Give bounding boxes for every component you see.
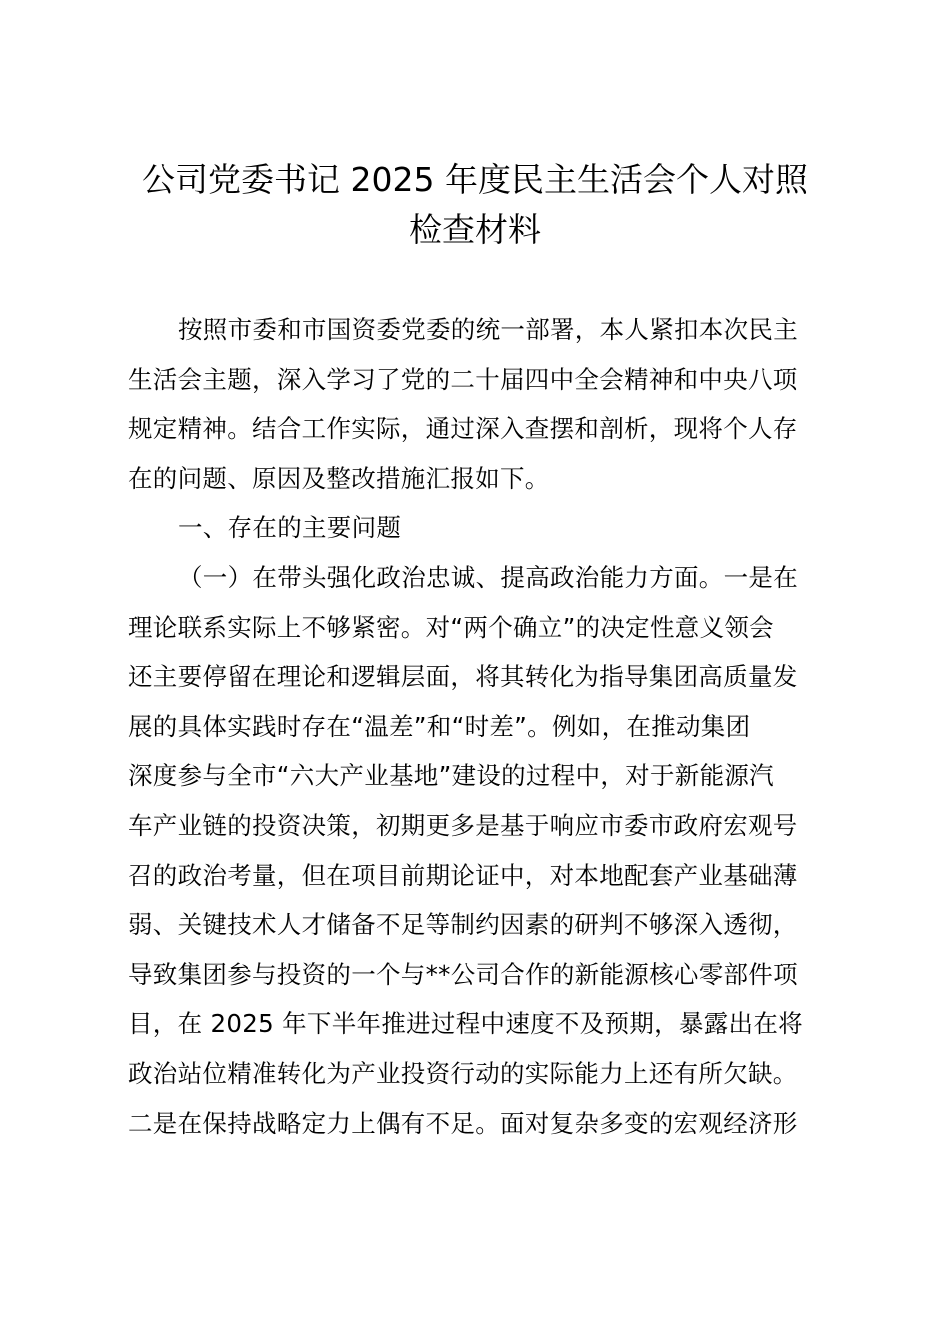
subsection-paragraph-line: 弱、关键技术人才储备不足等制约因素的研判不够深入透彻， — [128, 910, 798, 940]
subsection-paragraph-line: 召的政治考量，但在项目前期论证中，对本地配套产业基础薄 — [128, 860, 798, 890]
subsection-paragraph-line: 目，在 2025 年下半年推进过程中速度不及预期，暴露出在将 — [128, 1009, 803, 1039]
document-title — [110, 155, 840, 255]
subsection-paragraph-line: 展的具体实践时存在“温差”和“时差”。例如，在推动集团 — [128, 711, 751, 741]
subsection-paragraph-line: （一）在带头强化政治忠诚、提高政治能力方面。一是在 — [178, 562, 798, 592]
subsection-paragraph-line: 车产业链的投资决策，初期更多是基于响应市委市政府宏观号 — [128, 810, 798, 840]
subsection-paragraph-line: 政治站位精准转化为产业投资行动的实际能力上还有所欠缺。 — [128, 1058, 798, 1088]
subsection-paragraph-line: 理论联系实际上不够紧密。对“两个确立”的决定性意义领会 — [128, 612, 774, 642]
subsection-paragraph-line: 还主要停留在理论和逻辑层面，将其转化为指导集团高质量发 — [128, 662, 798, 692]
document-body — [128, 305, 832, 1148]
section-heading: 一、存在的主要问题 — [178, 513, 402, 543]
subsection-paragraph-line: 二是在保持战略定力上偶有不足。面对复杂多变的宏观经济形 — [128, 1108, 798, 1138]
paragraph-intro-line: 规定精神。结合工作实际，通过深入查摆和剖析，现将个人存 — [128, 414, 798, 444]
paragraph-intro-line: 生活会主题，深入学习了党的二十届四中全会精神和中央八项 — [128, 364, 798, 394]
paragraph-intro-line: 在的问题、原因及整改措施汇报如下。 — [128, 463, 550, 493]
subsection-paragraph-line: 深度参与全市“六大产业基地”建设的过程中，对于新能源汽 — [128, 761, 774, 791]
paragraph-intro-line: 按照市委和市国资委党委的统一部署，本人紧扣本次民主 — [178, 315, 798, 344]
title-line-1: 公司党委书记 2025 年度民主生活会个人对照 — [142, 160, 808, 199]
title-line-2: 检查材料 — [409, 210, 541, 249]
subsection-paragraph-line: 导致集团参与投资的一个与**公司合作的新能源核心零部件项 — [128, 959, 798, 989]
